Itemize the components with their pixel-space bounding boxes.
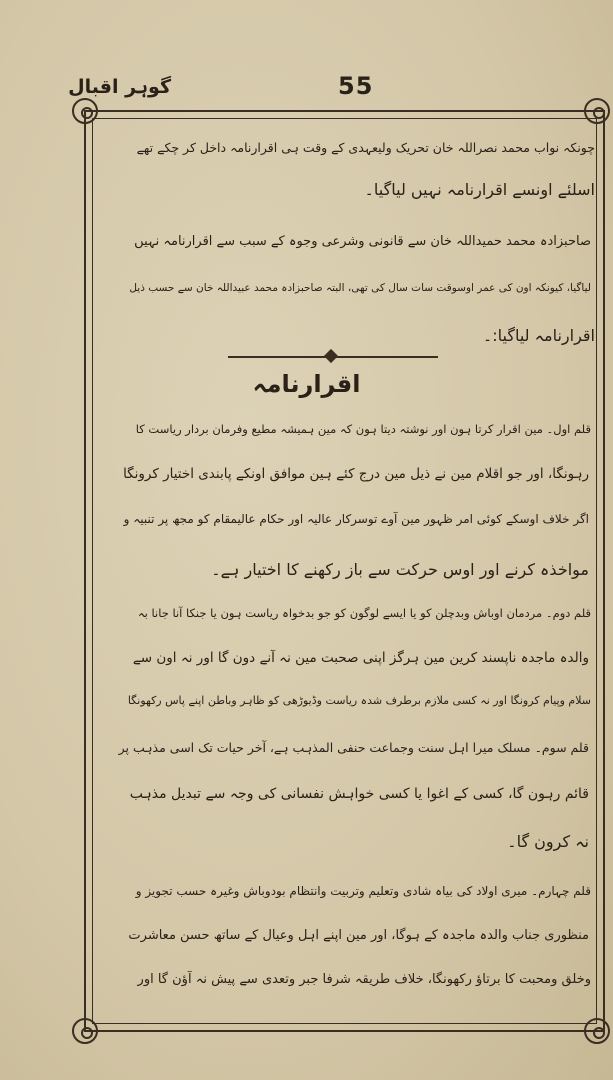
running-title: گوہر اقبال [68, 76, 171, 98]
text-line: رہونگا، اور جو اقلام مین نے ذیل مین درج کئے ہین موافق اونکے پابندی اختیار کرونگا [123, 466, 589, 482]
text-line: قلم سوم۔ مسلک میرا اہل سنت وجماعت حنفی المذہب ہے، آخر حیات تک اسی مذہب پر [118, 740, 589, 755]
text-line: اگر خلاف اوسکے کوئی امر ظہور مین آوے توسرکار عالیہ اور حکام عالیمقام کو مجھ پر تنبیہ و [123, 512, 589, 526]
text-line: قائم رہون گا، کسی کے اغوا یا کسی خواہش نفسانی کی وجہ سے تبدیل مذہب [129, 786, 589, 802]
text-line: قلم چہارم۔ میری اولاد کی بیاہ شادی وتعلیم وتربیت وانتظام بودوباش وغیرہ حسب تجویز و [135, 884, 591, 898]
ornament-corner-icon [584, 98, 610, 124]
ornament-corner-icon [72, 1018, 98, 1044]
text-line: قلم اول۔ مین اقرار کرتا ہون اور نوشتہ دیتا ہون کہ مین ہمیشہ مطیع وفرمان بردار ریاست کا [135, 422, 591, 436]
text-line: والدہ ماجدہ ناپسند کرین مین ہرگز اپنی صحبت مین نہ آنے دون گا اور نہ اون سے [132, 650, 589, 666]
section-heading: اقرارنامہ [252, 370, 361, 398]
text-line: صاحبزادہ محمد حمیداللہ خان سے قانونی وشرعی وجوہ کے سبب سے اقرارنامہ نہیں [134, 234, 591, 249]
text-line: مواخذہ کرنے اور اوس حرکت سے باز رکھنے کا اختیار ہے۔ [211, 560, 589, 579]
ornament-corner-icon [584, 1018, 610, 1044]
text-line: اقرارنامہ لیاگیا:۔ [482, 326, 595, 345]
text-line: لیاگیا، کیونکہ اون کی عمر اوسوقت سات سال کی تھی، البتہ صاحبزادہ محمد عبیداللہ خان سے حسب ذیل [129, 282, 591, 294]
divider-ornament [228, 353, 438, 361]
text-line: سلام وپیام کرونگا اور نہ کسی ملازم برطرف شدہ ریاست وڈیوڑھی کو ظاہر وباطن اپنے پاس رکھونگا [127, 694, 591, 707]
text-line: قلم دوم۔ مردمان اوباش وبدچلن کو یا ایسے لوگون کو جو بدخواہ ریاست ہون یا جنکا آنا جانا بہ [137, 606, 591, 620]
text-line: چونکہ نواب محمد نصراللہ خان تحریک ولیعہدی کے وقت ہی اقرارنامہ داخل کر چکے تھے [136, 140, 595, 155]
text-line: وخلق ومحبت کا برتاؤ رکھونگا، خلاف طریقہ شرفا جبر وتعدی سے پیش نہ آؤن گا اور [137, 972, 591, 987]
page-number: 55 [338, 72, 374, 100]
text-line: منظوری جناب والدہ ماجدہ کے ہوگا، اور مین اپنے اہل وعیال کے ساتھ حسن معاشرت [128, 928, 589, 943]
text-line: اسلئے اونسے اقرارنامہ نہیں لیاگیا۔ [364, 180, 595, 199]
ornament-corner-icon [72, 98, 98, 124]
text-line: نہ کرون گا۔ [507, 832, 589, 851]
